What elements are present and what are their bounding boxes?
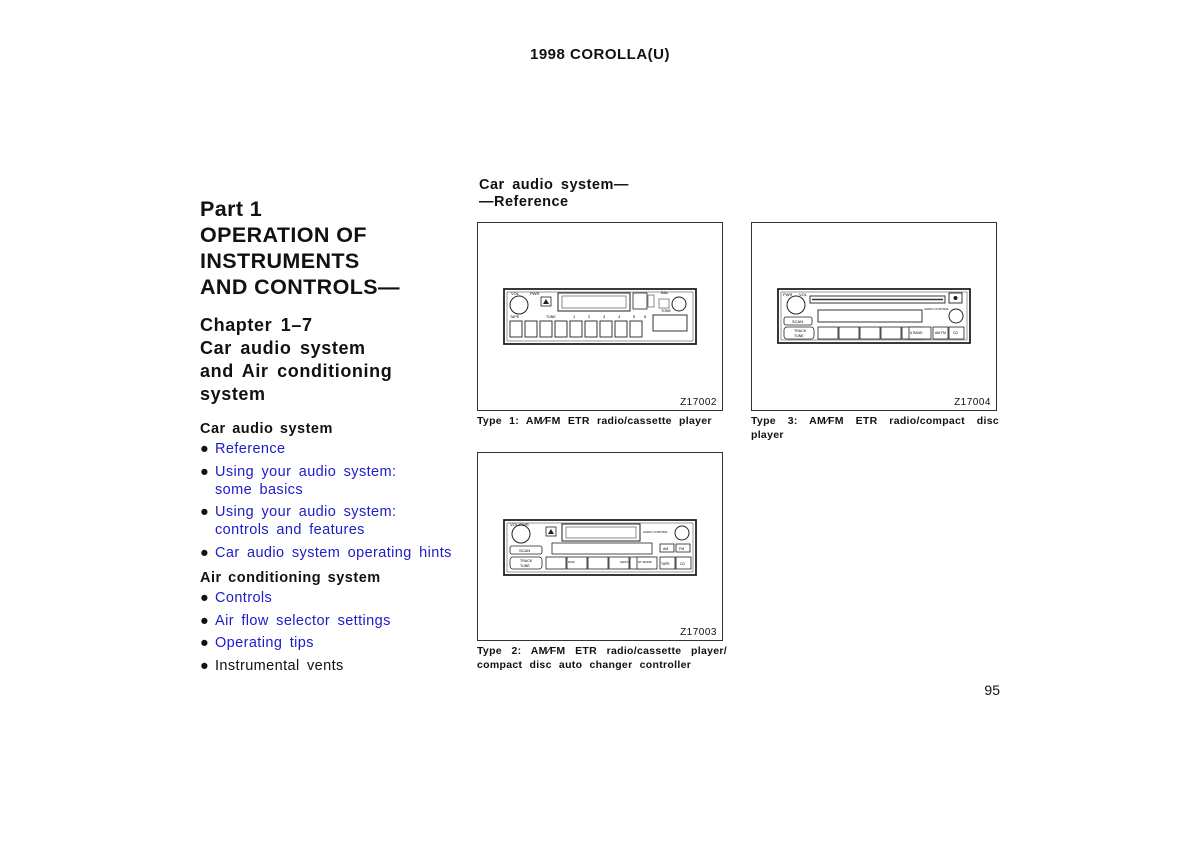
part-line: OPERATION OF [200, 223, 367, 247]
bullet-icon: ● [200, 657, 210, 674]
label-amfm: AM FM [935, 331, 946, 335]
bullet-icon: ● [200, 590, 210, 606]
label-fm: FM [679, 547, 685, 551]
toc-link[interactable]: Using your audio system: [215, 504, 397, 520]
preset-label: 4 [618, 314, 621, 319]
label-bal: BAL [661, 290, 669, 295]
label-cd: CD [680, 562, 685, 566]
label-track: TRACK [520, 559, 533, 563]
chapter-line: system [200, 384, 266, 404]
part-line: AND CONTROLS— [200, 275, 400, 299]
toc-link[interactable]: Operating tips [215, 635, 314, 651]
radio-cassette-cd-controller-illustration [478, 453, 722, 640]
label-vol: VOL [511, 291, 520, 296]
label-tune: TUNE [794, 334, 804, 338]
label-shift: SHIFT [620, 560, 629, 564]
figure-code: Z17004 [954, 397, 991, 408]
label-vol-pwr: VOL•PWR [510, 522, 529, 527]
label-scan: SCAN [519, 548, 531, 553]
page-number: 95 [984, 682, 1000, 698]
radio-cd-illustration [752, 223, 996, 410]
toc-link[interactable]: Air flow selector settings [215, 612, 391, 629]
figure-type1 [477, 222, 723, 411]
part-line: Part 1 [200, 197, 263, 221]
label-tape: TAPE [661, 562, 670, 566]
label-cd: CD [953, 331, 958, 335]
bullet-icon: ● [200, 463, 210, 480]
figure-type3 [751, 222, 997, 411]
figure-caption-type1: Type 1: AM∕FM ETR radio/cassette player [477, 415, 712, 427]
toc-list-air-conditioning [200, 589, 465, 679]
bullet-icon: ● [200, 612, 210, 629]
section-heading-air-conditioning: Air conditioning system [200, 570, 381, 586]
bullet-icon: ● [200, 504, 210, 520]
figure-caption-type3: Type 3: AM∕FM ETR radio/compact disc player [751, 415, 999, 441]
toc-item-operating-hints[interactable] [200, 544, 465, 562]
label-disc: DISC [568, 560, 576, 564]
toc-link[interactable]: some basics [215, 481, 303, 498]
figure-section-title-line: —Reference [479, 194, 569, 210]
toc-link[interactable]: Using your audio system: [215, 463, 397, 480]
label-am: AM [663, 547, 669, 551]
label-track: TRACK [794, 329, 807, 333]
label-scan: SCAN [792, 319, 804, 324]
label-vol: VOL [799, 292, 808, 297]
preset-label: 5 [633, 314, 636, 319]
figure-code: Z17003 [680, 627, 717, 638]
figure-section-title [479, 177, 629, 211]
toc-list-car-audio [200, 440, 465, 566]
preset-label: 6 [644, 314, 647, 319]
toc-item-air-flow[interactable] [200, 612, 465, 630]
figure-section-title-line: Car audio system— [479, 177, 629, 193]
toc-item-operating-tips[interactable] [200, 634, 465, 652]
label-audio-control: AUDIO CONTROL [924, 307, 950, 311]
chapter-line: Car audio system [200, 338, 366, 358]
toc-item-controls[interactable] [200, 589, 465, 607]
bullet-icon: ● [200, 441, 210, 457]
toc-link[interactable]: Reference [215, 441, 286, 457]
toc-link[interactable]: controls and features [215, 522, 365, 538]
bullet-icon: ● [200, 544, 210, 561]
label-pwr: PWR [783, 292, 793, 297]
preset-label: 1 [573, 314, 576, 319]
radio-cassette-illustration [478, 223, 722, 410]
toc-link[interactable]: Controls [215, 590, 273, 606]
label-st-mode: ST MODE [638, 560, 652, 564]
label-pwr: PWR [530, 291, 540, 296]
section-heading-car-audio: Car audio system [200, 421, 333, 437]
part-heading [200, 196, 400, 300]
part-line: INSTRUMENTS [200, 249, 360, 273]
preset-label: 3 [603, 314, 606, 319]
label-rand: 6 RAND [910, 331, 923, 335]
bullet-icon: ● [200, 635, 210, 651]
toc-item-some-basics[interactable] [200, 463, 465, 499]
chapter-line: Chapter 1–7 [200, 315, 313, 335]
label-tape: TAPE [510, 315, 520, 319]
toc-text: Instrumental vents [215, 657, 344, 674]
label-tone: TONE [661, 309, 671, 313]
toc-item-controls-and-features[interactable] [200, 503, 465, 539]
figure-caption-type2: Type 2: AM∕FM ETR radio/cassette player/ compact disc auto changer controller [477, 645, 727, 671]
figure-type2 [477, 452, 723, 641]
toc-item-instrumental-vents [200, 657, 465, 675]
running-header: 1998 COROLLA(U) [529, 46, 671, 63]
preset-label: 2 [588, 314, 591, 319]
label-tune: TUNE [546, 315, 556, 319]
toc-item-reference[interactable] [200, 440, 465, 458]
chapter-heading [200, 314, 392, 406]
label-tune: TUNE [520, 564, 530, 568]
toc-link[interactable]: Car audio system operating hints [215, 544, 452, 561]
label-audio-control: AUDIO CONTROL [643, 530, 669, 534]
chapter-line: and Air conditioning [200, 361, 393, 381]
figure-code: Z17002 [680, 397, 717, 408]
